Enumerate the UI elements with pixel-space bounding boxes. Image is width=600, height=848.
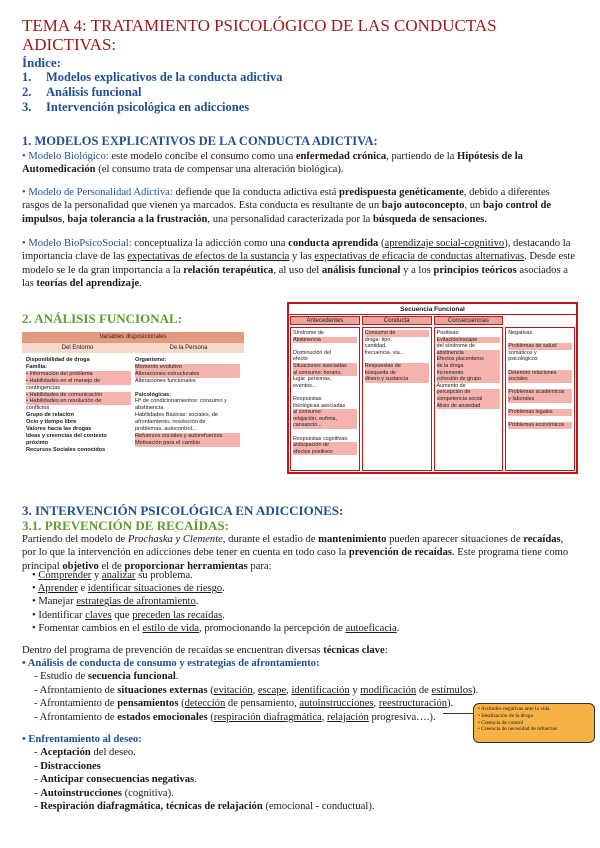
image-text-line: competencia social	[437, 396, 501, 403]
image-text-line: Abstinencia	[293, 337, 357, 344]
list-item: • Identificar claves que preceden las recaídas.	[32, 609, 225, 621]
secuencia-header: Conducta	[362, 316, 432, 325]
index-heading: Índice:	[22, 55, 61, 70]
image-text-line: efectos positivos	[293, 449, 357, 456]
section3-subheading: 3.1. PREVENCIÓN DE RECAÍDAS:	[22, 518, 229, 533]
list-item: - Autoinstrucciones (cognitiva).	[34, 787, 174, 799]
prevencion-paragraph: Partiendo del modelo de Prochaska y Clemente, durante el estadio de mantenimiento pueden aparecer situaciones de recaídas, por lo que la intervención en adicciones debe tener en cuenta en todo caso la prevención de recaídas. Este programa tiene como principal objetivo el de proporcionar herramientas para:	[22, 534, 569, 572]
deseo-heading: • Enfrentamiento al deseo:	[22, 734, 142, 745]
secuencia-header: Antecedentes	[290, 316, 360, 325]
variables-subheader	[22, 343, 244, 353]
note-connector	[443, 713, 475, 714]
image-text-line: próximo	[26, 439, 49, 446]
secuencia-headers	[289, 315, 576, 326]
image-text-line	[293, 429, 357, 436]
image-text-line: Ocio y tiempo libre	[26, 419, 77, 426]
image-text-line: Organismo:	[135, 357, 167, 363]
image-text-line: anticipación de	[293, 442, 357, 449]
image-text-line: Incremento	[437, 370, 501, 377]
image-text-line	[293, 389, 357, 396]
image-text-line: Evitación/escape	[437, 337, 501, 344]
list-item: • Fomentar cambios en el estilo de vida, promocionando la percepción de autoeficacia.	[32, 622, 400, 634]
list-item: • Comprender y analizar su problema.	[32, 570, 193, 581]
image-text-line: • Habilidades en resolución de	[26, 398, 131, 405]
secuencia-funcional-image	[287, 302, 578, 474]
image-text-line: cantidad,	[364, 343, 387, 350]
section1-heading: 1. MODELOS EXPLICATIVOS DE LA CONDUCTA ADICTIVA:	[22, 134, 378, 148]
image-text-line: Aumento de	[436, 382, 466, 389]
model-biopsicosocial: • Modelo BioPsicoSocial: conceptualiza la adicción como una conducta aprendida (aprendizaje social-cognitivo), destacando la importancia clave de las expectativas de efectos de la sustancia y las expectativas de eficacia de conductas alternativas. Desde este modelo se le da gran importancia a la relación terapéutica, al uso del análisis funcional y a los principios teóricos asociados a las teorías del aprendizaje.	[22, 238, 575, 290]
section3-heading: 3. INTERVENCIÓN PSICOLÓGICA EN ADICCIONES:	[22, 503, 344, 518]
list-item: - Respiración diafragmática, técnicas de relajación (emocional - conductual).	[34, 801, 375, 813]
image-text-line: Psicológicas:	[135, 391, 172, 398]
image-text-line: y laborales	[508, 396, 572, 403]
image-text-line: efecto	[293, 356, 308, 363]
variables-col-persona: De la Persona	[169, 345, 208, 351]
secuencia-title: Secuencia Funcional	[289, 304, 576, 315]
image-text-line: • Habilidades en el manejo de	[26, 378, 131, 385]
variables-col-entorno: Del Entorno	[61, 345, 94, 351]
image-text-line	[508, 363, 572, 370]
image-text-line: Motivación para el cambio	[135, 440, 240, 447]
list-item: - Afrontamiento de estados emocionales (respiración diafragmática, relajación progresiva….).	[34, 711, 436, 723]
image-text-line: Negativas:	[508, 330, 534, 336]
image-text-line: Alteraciones funcionales	[135, 377, 196, 384]
image-text-line: Consumo de	[365, 330, 429, 337]
variables-disposicionales-image	[22, 332, 244, 468]
image-text-line: Síndrome de	[293, 330, 324, 336]
image-text-line: Hª de condicionamientos: consumo y	[135, 398, 227, 405]
image-text-line	[508, 337, 572, 344]
image-text-line: conflictos	[26, 405, 50, 412]
variables-columns	[22, 353, 244, 458]
image-text-line: cansancio...	[293, 422, 357, 429]
image-text-line: Alteraciones estructurales	[135, 371, 240, 378]
image-text-line: afrontamiento, resolución de	[135, 419, 206, 426]
image-text-line: Deterioro relaciones	[508, 370, 572, 377]
secuencia-consecuencias	[434, 327, 504, 471]
secuencia-negativas	[505, 327, 575, 471]
image-text-line: • Información del problema	[26, 371, 131, 378]
image-text-line: Habilidades Básicas: sociales, de	[135, 412, 219, 419]
image-text-line: Familia:	[26, 363, 48, 370]
analisis-heading: • Análisis de conducta de consumo y estrategias de afrontamiento:	[22, 658, 320, 669]
list-item: - Estudio de secuencia funcional.	[34, 671, 179, 683]
image-text-line: problemas, autocontrol...	[135, 426, 197, 433]
image-text-line: Grupo de relación	[26, 412, 74, 419]
image-text-line: fisiológicas asociadas	[293, 402, 346, 409]
image-text-line	[508, 403, 572, 410]
image-text-line: percepción de	[437, 389, 501, 396]
image-text-line: sociales	[508, 376, 572, 383]
image-text-line: Problemas académicos	[508, 389, 572, 396]
variables-right-column	[133, 357, 242, 454]
image-text-line: del síndrome de	[436, 343, 476, 350]
secuencia-conducta	[362, 327, 432, 471]
image-text-line: somáticos y	[508, 349, 537, 356]
image-text-line: Recursos Sociales conocidos	[26, 446, 106, 453]
image-text-line: al consumo:	[293, 409, 357, 416]
goals-list	[32, 569, 572, 635]
tecnicas-paragraph: Dentro del programa de prevención de recaídas se encuentran diversas técnicas clave:	[22, 645, 388, 656]
list-item: - Distracciones	[34, 760, 101, 772]
variables-left-column	[24, 357, 133, 454]
image-text-line	[135, 385, 240, 392]
image-text-line: Refuerzos sociales y autorefuerzos	[135, 433, 240, 440]
index-section	[22, 55, 422, 115]
list-item: - Aceptación del deseo.	[34, 747, 136, 759]
image-text-line: Respuestas cognitivas:	[293, 435, 349, 442]
image-text-line: droga: tipo,	[364, 336, 392, 343]
image-text-line: Disminución del	[293, 349, 332, 356]
secuencia-body	[289, 326, 576, 472]
image-text-line: psicológicos	[508, 356, 538, 363]
image-text-line: cohesión de grupo	[437, 376, 501, 383]
secuencia-antecedentes	[290, 327, 360, 471]
section2-heading: 2. ANÁLISIS FUNCIONAL:	[22, 311, 182, 326]
image-text-line: Momento evolutivo	[135, 364, 240, 371]
secuencia-header	[505, 316, 575, 325]
image-text-line: abstinencia	[135, 405, 164, 412]
image-text-line	[508, 416, 572, 423]
secuencia-header: Consecuencias	[434, 316, 504, 325]
list-item: • Manejar estrategias de afrontamiento.	[32, 596, 199, 608]
index-list	[22, 70, 422, 115]
image-text-line: Problemas de salud:	[508, 343, 572, 350]
index-item[interactable]: 2. Análisis funcional	[22, 85, 142, 99]
image-text-line: de la droga	[437, 363, 501, 370]
list-item: - Afrontamiento de pensamientos (detección de pensamiento, autoinstrucciones, reestructuración).	[34, 698, 454, 710]
image-text-line	[293, 343, 357, 350]
image-text-line	[508, 383, 572, 390]
image-text-line: Situaciones asociadas	[293, 363, 357, 370]
document-title: TEMA 4: TRATAMIENTO PSICOLÓGICO DE LAS CONDUCTAS ADICTIVAS:	[22, 16, 497, 54]
image-text-line: frecuencia, vía...	[364, 349, 405, 356]
image-text-line: lugar, personas,	[293, 376, 332, 383]
image-text-line: Respuestas de	[365, 363, 429, 370]
image-text-line: Disponibilidad de droga	[26, 357, 90, 363]
image-text-line: búsqueda de	[365, 370, 429, 377]
image-text-line: Respuestas	[293, 395, 322, 402]
image-text-line: Alivio de ansiedad	[437, 403, 501, 410]
image-text-line: Problemas económicos	[508, 422, 572, 429]
image-text-line: dinero y sustancia	[365, 376, 429, 383]
image-text-line: Positivas:	[436, 330, 460, 336]
list-item: • Aprender e identificar situaciones de riesgo.	[32, 583, 225, 595]
list-item: - Afrontamiento de situaciones externas (evitación, escape, identificación y modificación de estímulos).	[34, 684, 479, 696]
deseo-block	[22, 733, 578, 813]
model-personalidad: • Modelo de Personalidad Adictiva: defiende que la conducta adictiva está predispuesta genéticamente, debido a diferentes rasgos de la personalidad que vienen ya marcados. Esta conducta es resultante de un bajo autoconcepto, un bajo control de impulsos, baja tolerancia a la frustración, una personalidad caracterizada por la búsqueda de sensaciones.	[22, 187, 552, 225]
image-text-line: eventos...	[293, 382, 317, 389]
sticky-note: • Actitudes negativas ante la vida • Idealización de la droga • Creencia de control • Creencia de necesidad de refuerzos	[473, 703, 595, 743]
model-biologico: • Modelo Biológico: este modelo concibe el consumo como una enfermedad crónica, partiendo de la Hipótesis de la Automedicación (el consumo trata de compensar una alteración biológica).	[22, 151, 523, 176]
image-text-line: al consumo: horario,	[293, 370, 357, 377]
image-text-line: Ideas y creencias del contexto	[26, 432, 107, 439]
index-item[interactable]: 3. Intervención psicológica en adicciones	[22, 100, 250, 114]
index-item[interactable]: 1. Modelos explicativos de la conducta adictiva	[22, 70, 283, 84]
image-text-line: abstinencia	[437, 350, 501, 357]
image-text-line	[365, 356, 429, 363]
image-text-line: Valores hacia las drogas	[26, 426, 92, 433]
image-text-line: Efectos placenteros	[437, 356, 501, 363]
image-text-line: • Habilidades de comunicación	[26, 392, 131, 399]
image-text-line: contingencias	[26, 384, 61, 391]
list-item: - Anticipar consecuencias negativas.	[34, 774, 197, 786]
image-text-line: relajación, euforia,	[293, 416, 357, 423]
variables-title: Variables disposicionales	[22, 332, 244, 343]
image-text-line: Problemas legales	[508, 409, 572, 416]
